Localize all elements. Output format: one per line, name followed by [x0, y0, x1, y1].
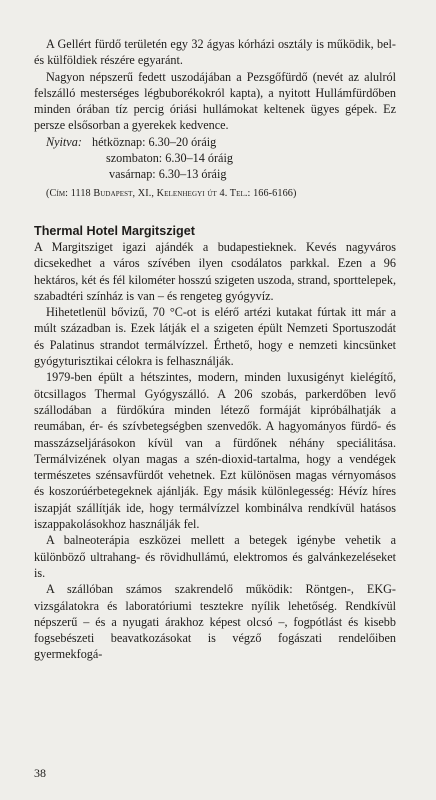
opening-hours-weekday: hétköznap: 6.30–20 óráig	[92, 134, 217, 149]
opening-hours-row	[34, 134, 396, 150]
section-paragraph-1: A Margitsziget igazi ajándék a budapestieknek. Kevés nagyváros dicsekedhet a város szívében ilyen csodálatos parkkal. Ezen a 96 hektáros, két és fél kilométer hosszú szigeten uszoda, strand, sporttelepek, szabadtéri színház is van – és rengeteg gyógyvíz.	[34, 239, 396, 303]
opening-hours	[34, 134, 396, 183]
section-paragraph-2: Hihetetlenül bővizű, 70 °C-ot is elérő artézi kutakat fúrtak itt már a múlt században is. Ezek látják el a szigeten épült Nemzeti Sportuszodát és Palatinus strandot termálvízzel. Érthető, hogy e nemzeti kincsünket gyógyturisztikai célokra is felhasználják.	[34, 305, 396, 369]
section-title: Thermal Hotel Margitsziget	[34, 223, 195, 238]
page-content	[34, 36, 396, 663]
address-line: (Cím: 1118 Budapest, XI., Kelenhegyi út 4. Tel.: 166-6166)	[46, 187, 297, 199]
opening-hours-saturday: szombaton: 6.30–14 óráig	[106, 151, 233, 166]
intro-paragraph-1: A Gellért fürdő területén egy 32 ágyas kórházi osztály is működik, bel- és külföldiek részére egyaránt.	[34, 37, 396, 68]
opening-hours-sunday: vasárnap: 6.30–13 óráig	[109, 167, 227, 182]
intro-paragraph-2: Nagyon népszerű fedett uszodájában a Pezsgőfürdő (nevét az alulról felszálló mesterséges légbuborékokról kapta), a nyitott Hullámfürdőben minden órában tíz percig óriási hullámokat keltenek ügyes gépek. Ez persze elsősorban a gyerekek kedvence.	[34, 69, 396, 133]
section-paragraph-4: A balneoterápia eszközei mellett a betegek igénybe vehetik a különböző ultrahang- és rövidhullámú, elektromos és galvánkezeléseket is.	[34, 533, 396, 580]
section-paragraph-5: A szállóban számos szakrendelő működik: Röntgen-, EKG-vizsgálatokra és laboratóriumi tesztekre nyílik lehetőség. Rendkívül népszerű – és a nyugati árakhoz képest olcsó –, fogpótlást és kisebb fogsebészeti beavatkozásokat is végző fogászati rendelőiben gyermekfogá-	[34, 582, 396, 662]
page-number: 38	[34, 766, 46, 780]
section-paragraph-3: 1979-ben épült a hétszintes, modern, minden luxusigényt kielégítő, ötcsillagos Thermal Gyógyszálló. A 206 szobás, parkerdőben levő szállodában a fürdőkúra minden létező formáját kipróbálhatják a reumában, ér- és szívbetegségben szenvedők. A hagyományos fürdő- és masszázseljárásokon kívül van a fürdőnek néhány speciálitása. Termálvizének olyan magas a szén-dioxid-tartalma, hogy a vendégek természetes szénsavfürdőt vehetnek. Ezt különösen magas vérnyomásos és koszorúérbetegeknek ajánlják. Egy másik különlegesség: Hévíz híres iszapját szállítják ide, hogy termálvízzel kombinálva rendkívül hatásos iszappakolásokhoz használják fel.	[34, 370, 396, 532]
opening-hours-label: Nyitva:	[46, 134, 82, 149]
opening-hours-row	[34, 166, 396, 182]
opening-hours-row	[34, 150, 396, 166]
